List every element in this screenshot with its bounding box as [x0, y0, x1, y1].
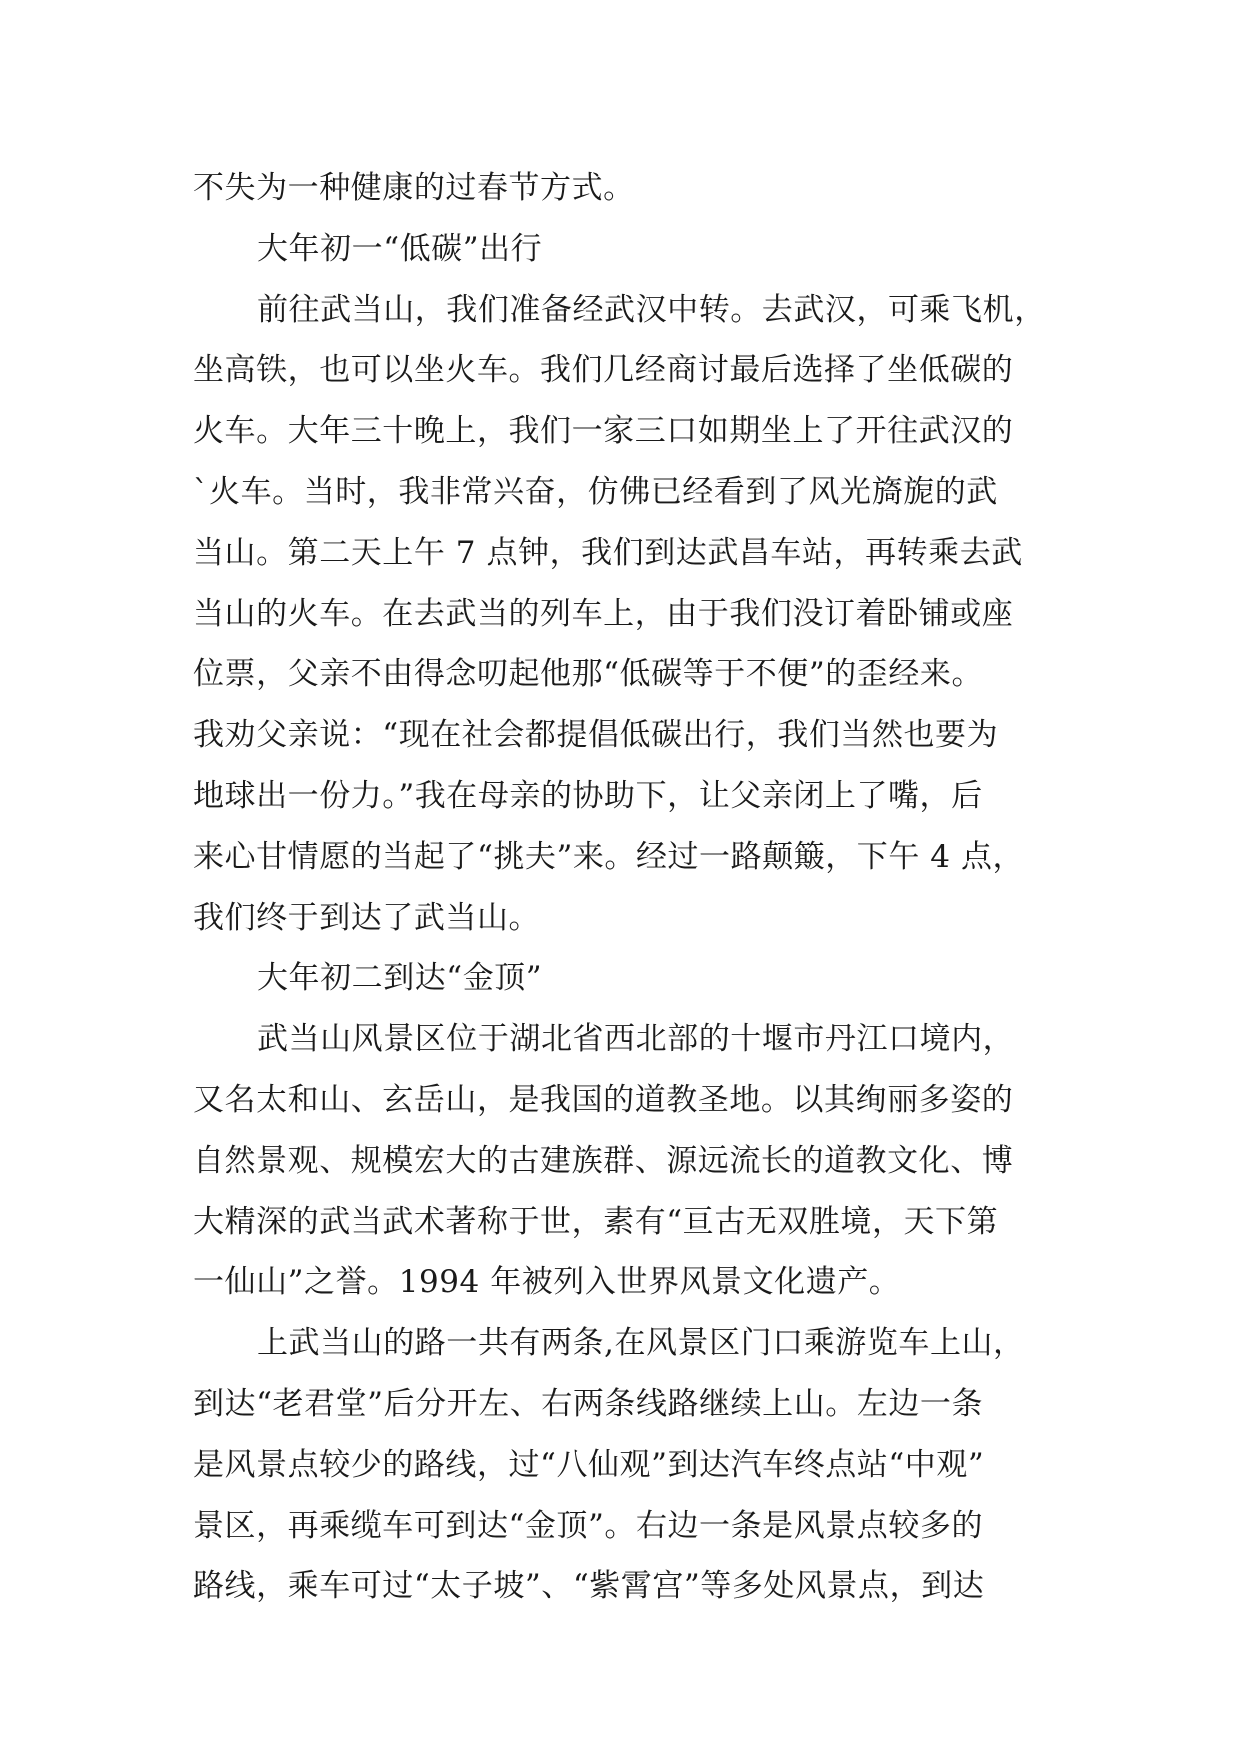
section-heading: 大年初一“低碳”出行 — [257, 230, 543, 267]
section-heading: 大年初二到达“金顶” — [257, 960, 543, 997]
text-line: 地球出一份力。”我在母亲的协助下，让父亲闭上了嘴，后 — [193, 777, 983, 814]
text-line: 上武当山的路一共有两条,在风景区门口乘游览车上山， — [257, 1325, 1025, 1362]
text-line: 一仙山”之誉。1994 年被列入世界风景文化遗产。 — [193, 1264, 901, 1301]
text-line: 火车。大年三十晚上，我们一家三口如期坐上了开往武汉的 — [193, 413, 1014, 450]
text-line: 当山。第二天上午 7 点钟，我们到达武昌车站，再转乘去武 — [193, 534, 1023, 571]
text-line: 大精深的武当武术著称于世，素有“亘古无双胜境，天下第 — [193, 1203, 999, 1240]
text-line: 自然景观、规模宏大的古建族群、源远流长的道教文化、博 — [193, 1142, 1014, 1179]
text-line: 前往武当山，我们准备经武汉中转。去武汉，可乘飞机， — [257, 291, 1046, 328]
text-line: 到达“老君堂”后分开左、右两条线路继续上山。左边一条 — [193, 1385, 983, 1422]
text-line: `火车。当时，我非常兴奋，仿佛已经看到了风光旖旎的武 — [193, 473, 998, 510]
text-line: 位票，父亲不由得念叨起他那“低碳等于不便”的歪经来。 — [193, 656, 983, 693]
text-line: 不失为一种健康的过春节方式。 — [193, 170, 635, 206]
text-line: 我劝父亲说：“现在社会都提倡低碳出行，我们当然也要为 — [193, 717, 999, 754]
text-line: 又名太和山、玄岳山，是我国的道教圣地。以其绚丽多姿的 — [193, 1081, 1014, 1118]
text-line: 坐高铁，也可以坐火车。我们几经商讨最后选择了坐低碳的 — [193, 352, 1014, 389]
text-line: 是风景点较少的路线，过“八仙观”到达汽车终点站“中观” — [193, 1446, 985, 1483]
text-line: 武当山风景区位于湖北省西北部的十堰市丹江口境内， — [257, 1021, 1015, 1058]
text-line: 来心甘情愿的当起了“挑夫”来。经过一路颠簸，下午 4 点， — [193, 838, 1025, 875]
text-line: 当山的火车。在去武当的列车上，由于我们没订着卧铺或座 — [193, 595, 1014, 632]
text-line: 路线，乘车可过“太子坡”、“紫霄宫”等多处风景点，到达 — [193, 1568, 985, 1605]
text-line: 景区，再乘缆车可到达“金顶”。右边一条是风景点较多的 — [193, 1507, 983, 1544]
document-body — [193, 158, 1073, 1617]
text-line: 我们终于到达了武当山。 — [193, 899, 541, 936]
